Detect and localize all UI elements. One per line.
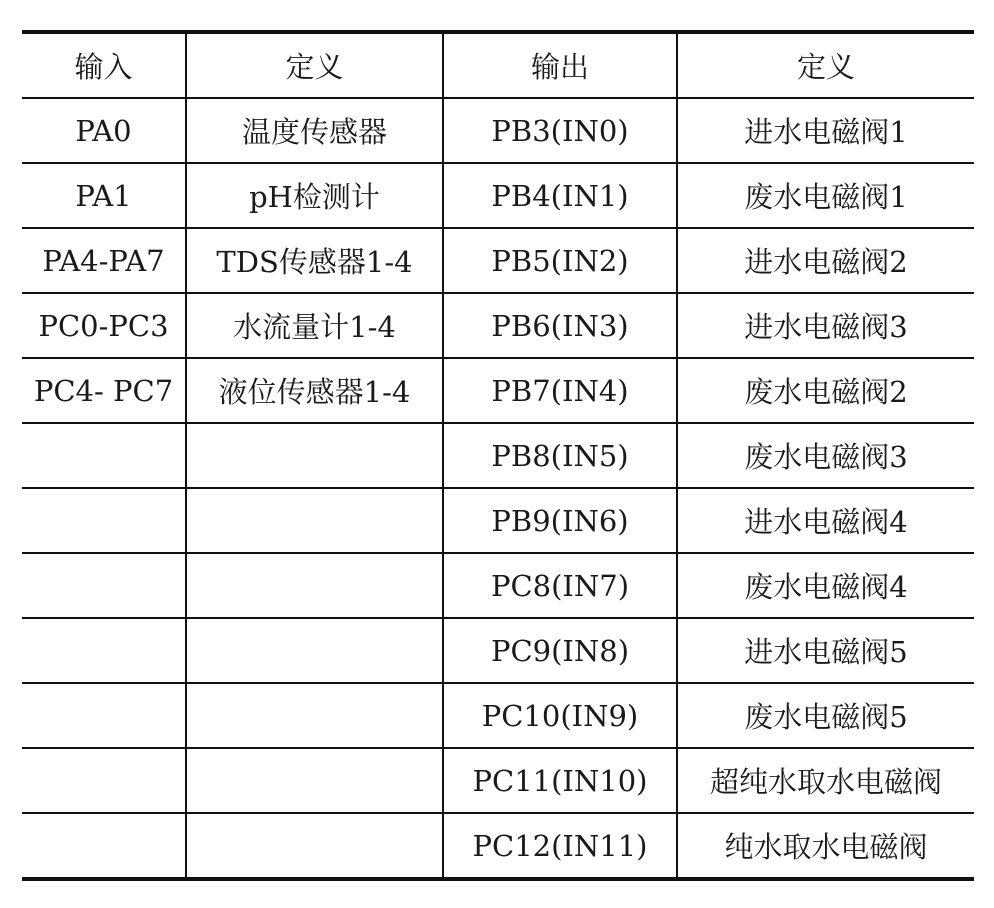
header-input-definition: 定义 xyxy=(186,32,443,98)
input-pin-cell: PC4- PC7 xyxy=(22,358,186,423)
table-row xyxy=(22,228,974,293)
table-header-row xyxy=(22,32,974,98)
output-definition-cell: 进水电磁阀4 xyxy=(677,488,974,553)
input-pin-cell: PA4-PA7 xyxy=(22,228,186,293)
input-definition-cell: 液位传感器1-4 xyxy=(186,358,443,423)
input-pin-cell xyxy=(22,748,186,813)
output-pin-cell: PB8(IN5) xyxy=(443,423,677,488)
header-output-definition: 定义 xyxy=(677,32,974,98)
output-definition-cell: 废水电磁阀4 xyxy=(677,553,974,618)
input-pin-cell xyxy=(22,618,186,683)
table-row xyxy=(22,358,974,423)
table-row xyxy=(22,293,974,358)
output-definition-cell: 废水电磁阀1 xyxy=(677,163,974,228)
input-definition-cell: pH检测计 xyxy=(186,163,443,228)
output-definition-cell: 进水电磁阀1 xyxy=(677,98,974,163)
input-definition-cell xyxy=(186,683,443,748)
output-pin-cell: PC9(IN8) xyxy=(443,618,677,683)
output-pin-cell: PB4(IN1) xyxy=(443,163,677,228)
output-pin-cell: PC10(IN9) xyxy=(443,683,677,748)
input-pin-cell: PA1 xyxy=(22,163,186,228)
input-definition-cell: TDS传感器1-4 xyxy=(186,228,443,293)
output-definition-cell: 超纯水取水电磁阀 xyxy=(677,748,974,813)
input-definition-cell xyxy=(186,748,443,813)
input-pin-cell: PC0-PC3 xyxy=(22,293,186,358)
input-pin-cell xyxy=(22,423,186,488)
input-definition-cell xyxy=(186,488,443,553)
input-pin-cell xyxy=(22,553,186,618)
output-pin-cell: PC11(IN10) xyxy=(443,748,677,813)
table-row xyxy=(22,813,974,879)
input-definition-cell xyxy=(186,553,443,618)
output-pin-cell: PB9(IN6) xyxy=(443,488,677,553)
table-row xyxy=(22,163,974,228)
table-row xyxy=(22,618,974,683)
table-row xyxy=(22,98,974,163)
output-definition-cell: 废水电磁阀3 xyxy=(677,423,974,488)
output-definition-cell: 进水电磁阀3 xyxy=(677,293,974,358)
output-pin-cell: PB5(IN2) xyxy=(443,228,677,293)
output-pin-cell: PB6(IN3) xyxy=(443,293,677,358)
input-definition-cell: 温度传感器 xyxy=(186,98,443,163)
header-output: 输出 xyxy=(443,32,677,98)
input-pin-cell xyxy=(22,813,186,879)
table-row xyxy=(22,748,974,813)
output-pin-cell: PC12(IN11) xyxy=(443,813,677,879)
output-pin-cell: PB7(IN4) xyxy=(443,358,677,423)
input-definition-cell xyxy=(186,423,443,488)
output-definition-cell: 废水电磁阀2 xyxy=(677,358,974,423)
io-definition-table xyxy=(22,30,974,881)
output-definition-cell: 进水电磁阀2 xyxy=(677,228,974,293)
output-pin-cell: PB3(IN0) xyxy=(443,98,677,163)
output-definition-cell: 纯水取水电磁阀 xyxy=(724,830,928,864)
table-row xyxy=(22,488,974,553)
input-definition-cell xyxy=(186,618,443,683)
header-input: 输入 xyxy=(22,32,186,98)
output-pin-cell: PC8(IN7) xyxy=(443,553,677,618)
table-row xyxy=(22,683,974,748)
input-definition-cell: 水流量计1-4 xyxy=(186,293,443,358)
output-definition-cell: 废水电磁阀5 xyxy=(677,683,974,748)
input-definition-cell xyxy=(186,813,443,879)
input-pin-cell xyxy=(22,488,186,553)
input-pin-cell xyxy=(22,683,186,748)
table-row xyxy=(22,423,974,488)
input-pin-cell: PA0 xyxy=(22,98,186,163)
output-definition-cell: 进水电磁阀5 xyxy=(677,618,974,683)
table-row xyxy=(22,553,974,618)
